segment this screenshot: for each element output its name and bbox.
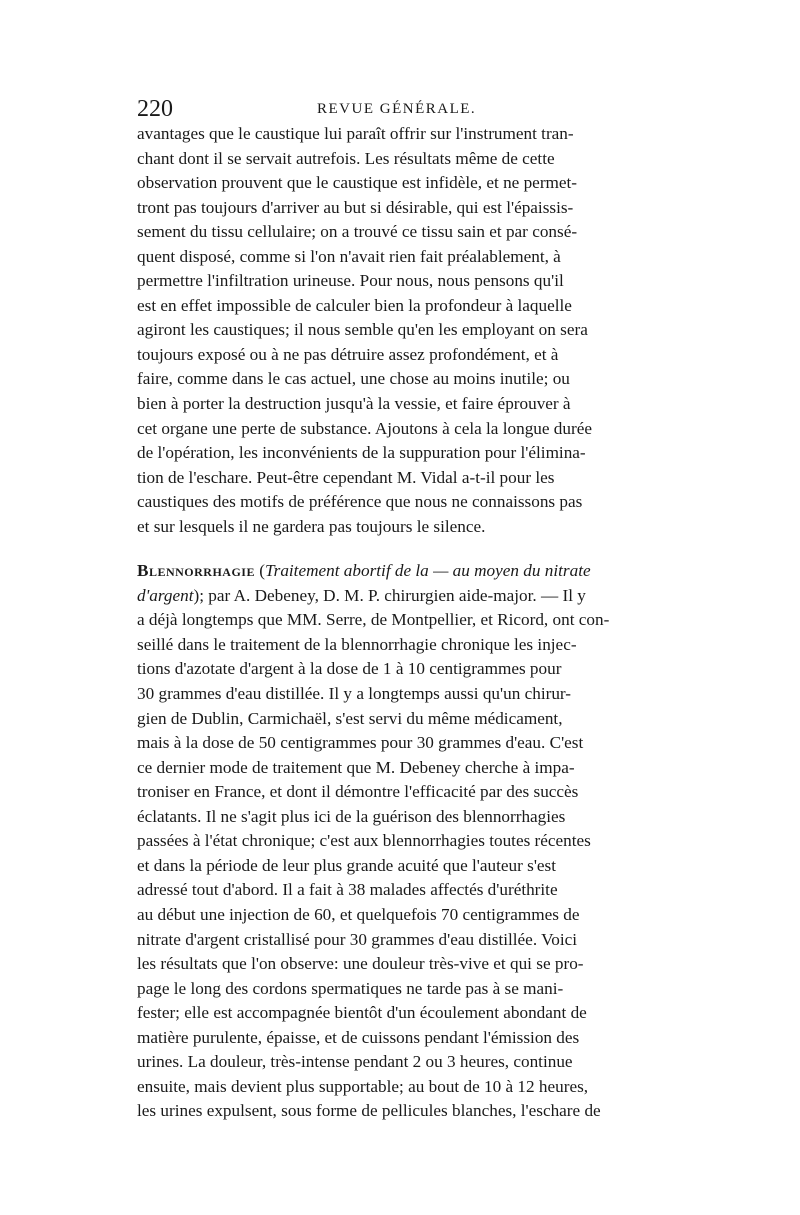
- text-line: permettre l'infiltration urineuse. Pour nous, nous pensons qu'il: [137, 271, 564, 291]
- text-line: et dans la période de leur plus grande acuité que l'auteur s'est: [137, 855, 557, 875]
- author-line: ); par A. Debeney, D. M. P. chirurgien aide-major. — Il y: [193, 585, 586, 605]
- text-line: adressé tout d'abord. Il a fait à 38 malades affectés d'uréthrite: [137, 880, 558, 900]
- text-line: faire, comme dans le cas actuel, une chose au moins inutile; ou: [137, 369, 570, 389]
- article-title-end: d'argent: [137, 585, 194, 605]
- text-line: ensuite, mais devient plus supportable; au bout de 10 à 12 heures,: [137, 1076, 589, 1096]
- text-line: les résultats que l'on observe: une douleur très-vive et qui se pro-: [137, 954, 584, 974]
- text-line: quent disposé, comme si l'on n'avait rien fait préalablement, à: [137, 246, 561, 266]
- text-line: au début une injection de 60, et quelquefois 70 centigrammes de: [137, 904, 580, 924]
- text-line: seillé dans le traitement de la blennorrhagie chronique les injec-: [137, 634, 577, 654]
- text-line: page le long des cordons spermatiques ne tarde pas à se mani-: [137, 978, 564, 998]
- text-line: a déjà longtemps que MM. Serre, de Montpellier, et Ricord, ont con-: [137, 610, 610, 630]
- text-line: chant dont il se servait autrefois. Les résultats même de cette: [137, 148, 555, 168]
- page-number: 220: [137, 96, 173, 122]
- text-line: tront pas toujours d'arriver au but si désirable, qui est l'épaissis-: [137, 197, 574, 217]
- text-line: tion de l'eschare. Peut-être cependant M. Vidal a-t-il pour les: [137, 467, 555, 487]
- text-line: caustiques des motifs de préférence que nous ne connaissons pas: [137, 492, 583, 512]
- text-line: bien à porter la destruction jusqu'à la vessie, et faire éprouver à: [137, 394, 571, 414]
- text-line: agiront les caustiques; il nous semble qu'en les employant on sera: [137, 320, 588, 340]
- body-text: [137, 122, 667, 1124]
- text-line: matière purulente, épaisse, et de cuissons pendant l'émission des: [137, 1027, 580, 1047]
- text-line: les urines expulsent, sous forme de pellicules blanches, l'eschare de: [137, 1101, 601, 1121]
- article-title: Traitement abortif de la — au moyen du nitrate: [265, 561, 591, 581]
- page-header: [137, 92, 667, 126]
- text-line: ce dernier mode de traitement que M. Debeney cherche à impa-: [137, 757, 575, 777]
- text-line: avantages que le caustique lui paraît offrir sur l'instrument tran-: [137, 124, 574, 143]
- open-paren: (: [254, 561, 266, 581]
- running-head: REVUE GÉNÉRALE.: [317, 101, 477, 117]
- text-line: cet organe une perte de substance. Ajoutons à cela la longue durée: [137, 418, 592, 438]
- text-line: gien de Dublin, Carmichaël, s'est servi du même médicament,: [137, 708, 563, 728]
- text-line: [137, 584, 667, 609]
- text-line: nitrate d'argent cristallisé pour 30 grammes d'eau distillée. Voici: [137, 929, 578, 949]
- text-line: troniser en France, et dont il démontre l'efficacité par des succès: [137, 782, 579, 802]
- text-line: passées à l'état chronique; c'est aux blennorrhagies toutes récentes: [137, 831, 591, 851]
- section-heading-line: [137, 559, 667, 584]
- text-line: est en effet impossible de calculer bien la profondeur à laquelle: [137, 295, 572, 315]
- text-line: fester; elle est accompagnée bientôt d'un écoulement abondant de: [137, 1003, 587, 1023]
- text-line: 30 grammes d'eau distillée. Il y a longtemps aussi qu'un chirur-: [137, 684, 572, 704]
- text-line: mais à la dose de 50 centigrammes pour 30 grammes d'eau. C'est: [137, 733, 584, 753]
- text-line: tions d'azotate d'argent à la dose de 1 à 10 centigrammes pour: [137, 659, 562, 679]
- paragraph-2: [137, 559, 667, 1124]
- text-line: éclatants. Il ne s'agit plus ici de la guérison des blennorrhagies: [137, 806, 566, 826]
- text-line: et sur lesquels il ne gardera pas toujours le silence.: [137, 516, 486, 536]
- text-line: urines. La douleur, très-intense pendant 2 ou 3 heures, continue: [137, 1052, 573, 1072]
- text-line: toujours exposé ou à ne pas détruire assez profondément, et à: [137, 344, 559, 364]
- paragraph-1: [137, 122, 667, 539]
- paragraph-gap: [137, 539, 667, 559]
- text-line: sement du tissu cellulaire; on a trouvé ce tissu sain et par consé-: [137, 222, 578, 242]
- text-line: de l'opération, les inconvénients de la suppuration pour l'élimina-: [137, 443, 586, 463]
- section-heading: Blennorrhagie: [137, 561, 255, 581]
- text-line: observation prouvent que le caustique est infidèle, et ne permet-: [137, 173, 578, 193]
